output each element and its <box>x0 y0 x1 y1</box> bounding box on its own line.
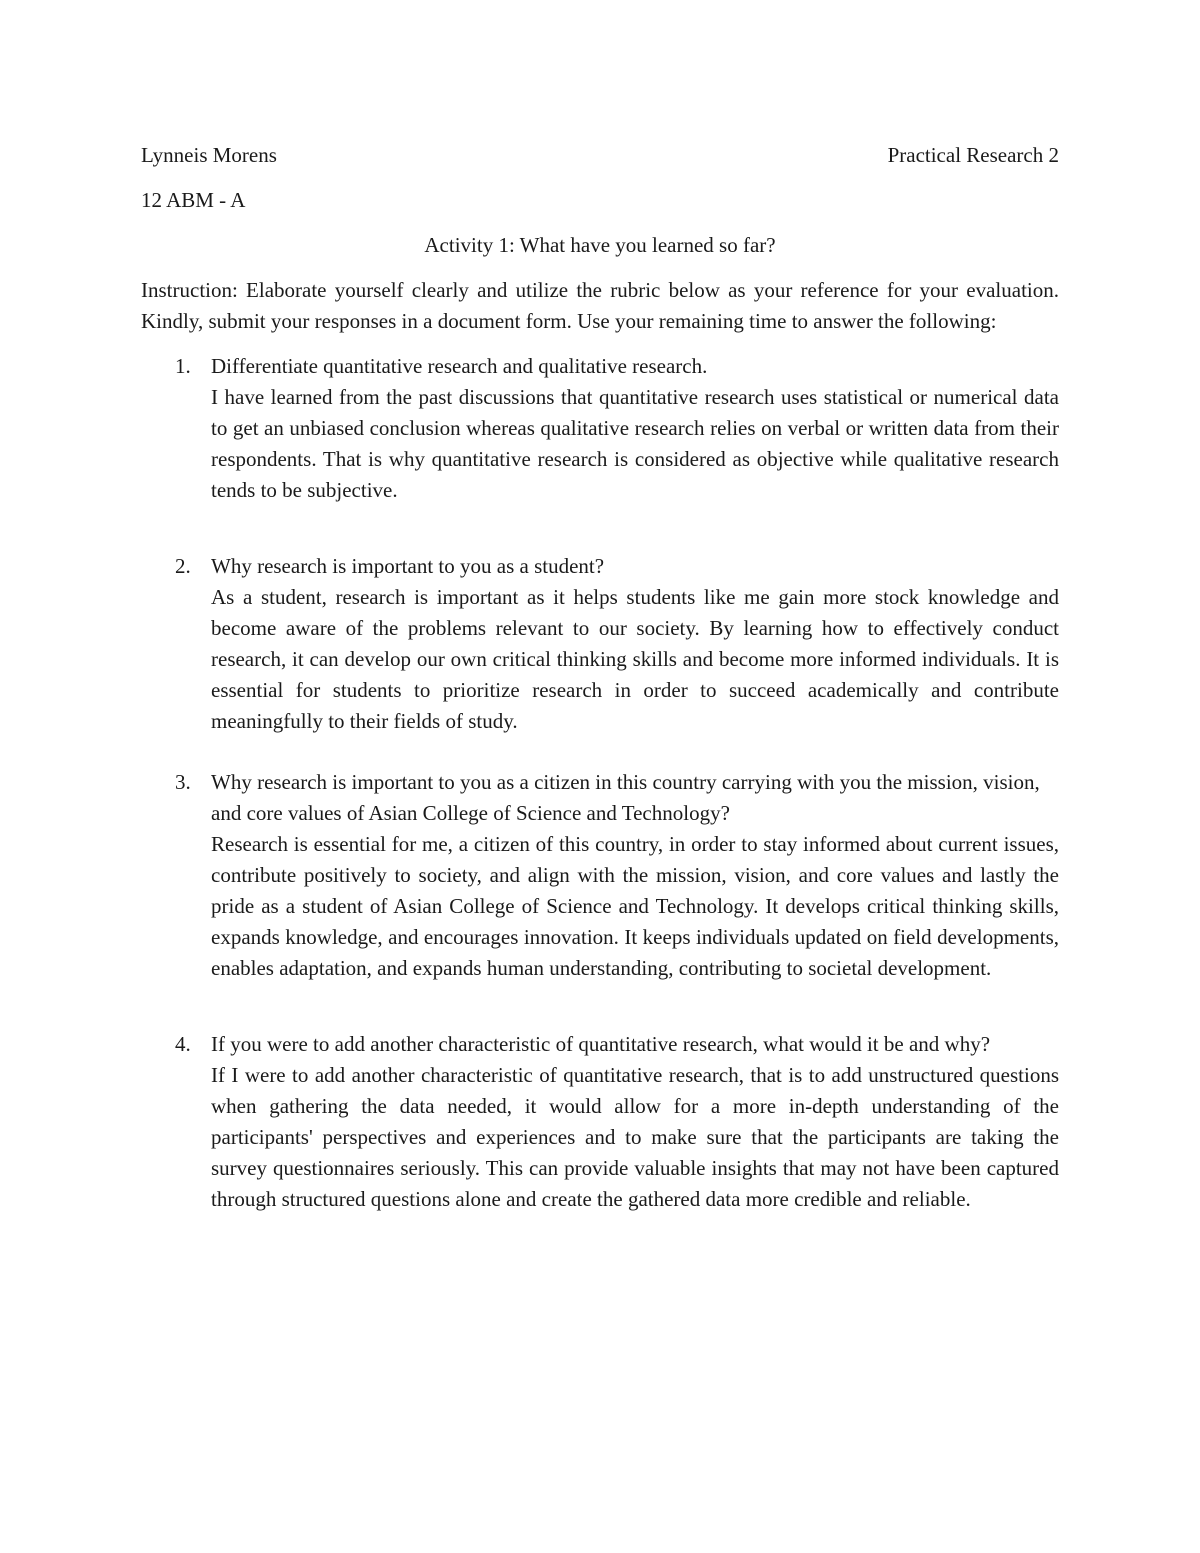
question-text: Why research is important to you as a student? <box>211 554 605 578</box>
subject-name: Practical Research 2 <box>887 143 1059 167</box>
question-text: If you were to add another characteristic of quantitative research, what would it be and why? <box>211 1032 991 1056</box>
question-number: 3. <box>175 770 191 794</box>
answer-text: If I were to add another characteristic of quantitative research, that is to add unstructured questions when gathering the data needed, it would allow for a more in-depth understanding of the participants' perspectives and experiences and to make sure that the participants are taking the survey questionnaires seriously. This can provide valuable insights that may not have been captured through structured questions alone and create the gathered data more credible and reliable. <box>211 1063 1059 1211</box>
answer-text: I have learned from the past discussions that quantitative research uses statistical or numerical data to get an unbiased conclusion whereas qualitative research relies on verbal or written data from their respondents. That is why quantitative research is considered as objective while qualitative research tends to be subjective. <box>211 385 1059 502</box>
question-number: 1. <box>175 354 191 378</box>
question-list <box>141 351 1059 1215</box>
answer-text: As a student, research is important as it helps students like me gain more stock knowledge and become aware of the problems relevant to our society. By learning how to effectively conduct research, it can develop our own critical thinking skills and become more informed individuals. It is essential for students to prioritize research in order to succeed academically and contribute meaningfully to their fields of study. <box>211 585 1059 733</box>
student-name: Lynneis Morens <box>141 143 277 167</box>
class-section: 12 ABM - A <box>141 188 246 212</box>
question-item-3 <box>141 767 1059 984</box>
instruction-paragraph: Instruction: Elaborate yourself clearly and utilize the rubric below as your reference for your evaluation. Kindly, submit your responses in a document form. Use your remaining time to answer the following: <box>141 278 1059 333</box>
document-header <box>141 140 1059 171</box>
answer-text: Research is essential for me, a citizen of this country, in order to stay informed about current issues, contribute positively to society, and align with the mission, vision, and core values and lastly the pride as a student of Asian College of Science and Technology. It develops critical thinking skills, expands knowledge, and encourages innovation. It keeps individuals updated on field developments, enables adaptation, and expands human understanding, contributing to societal development. <box>211 832 1059 980</box>
activity-title: Activity 1: What have you learned so far? <box>424 233 776 257</box>
document-page <box>141 140 1059 1215</box>
question-item-2 <box>141 551 1059 737</box>
question-item-1 <box>141 351 1059 506</box>
question-text: Why research is important to you as a citizen in this country carrying with you the mission, vision, and core values of Asian College of Science and Technology? <box>211 770 1040 825</box>
question-item-4 <box>141 1029 1059 1215</box>
question-number: 4. <box>175 1032 191 1056</box>
question-text: Differentiate quantitative research and qualitative research. <box>211 354 708 378</box>
question-number: 2. <box>175 554 191 578</box>
